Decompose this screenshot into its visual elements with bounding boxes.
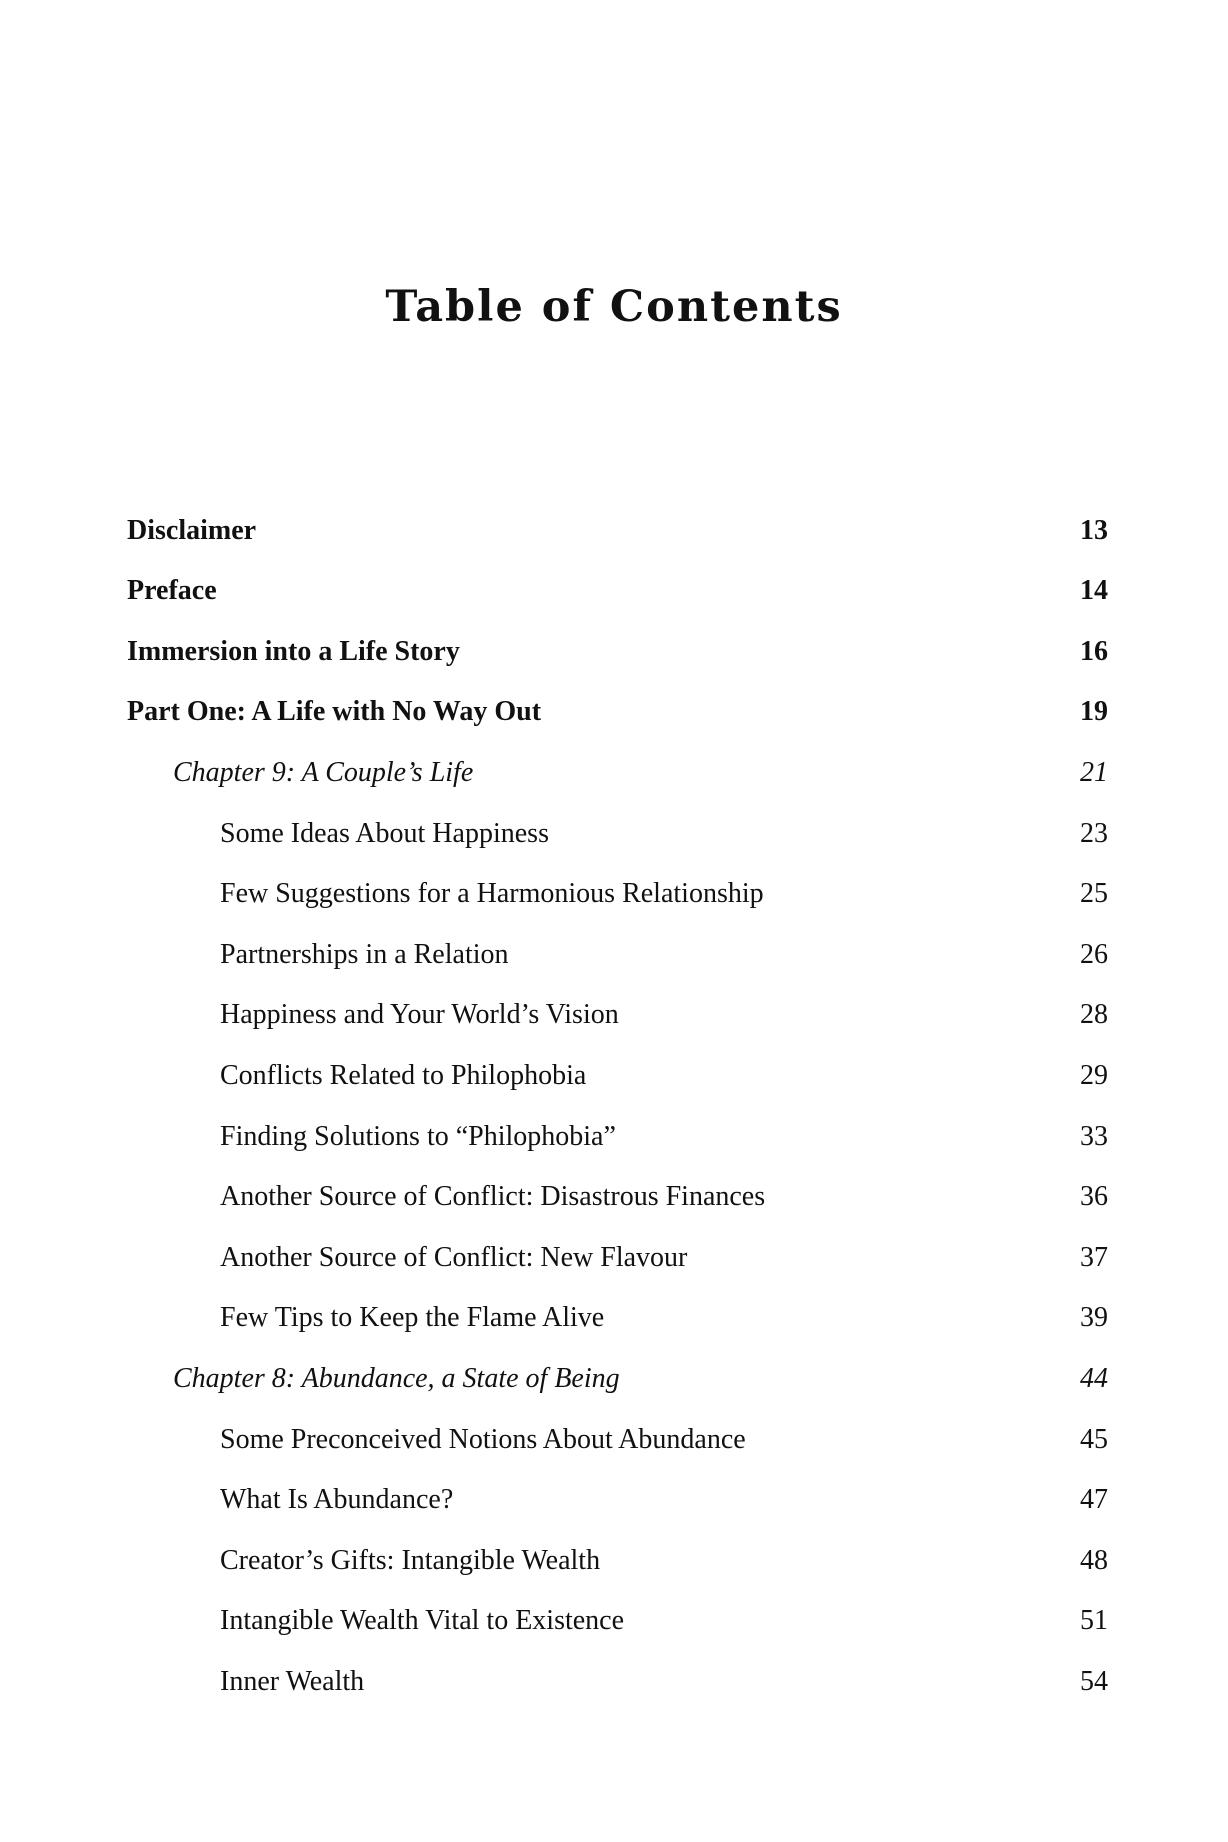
- toc-entry[interactable]: [0, 812, 1228, 856]
- toc-entry-page: 14: [1080, 575, 1108, 606]
- toc-entry-page: 37: [1080, 1242, 1108, 1273]
- toc-entry[interactable]: [0, 1660, 1228, 1704]
- toc-entry-label: Conflicts Related to Philophobia: [220, 1060, 587, 1091]
- toc-entry[interactable]: [0, 509, 1228, 553]
- toc-entry-label: Part One: A Life with No Way Out: [127, 696, 542, 727]
- toc-entry[interactable]: [0, 630, 1228, 674]
- toc-entry-label: Chapter 9: A Couple’s Life: [173, 757, 474, 788]
- toc-entry-label: Immersion into a Life Story: [127, 636, 460, 667]
- toc-entry-page: 19: [1080, 696, 1108, 727]
- toc-entry-label: Happiness and Your World’s Vision: [220, 999, 619, 1030]
- toc-entry-label: Another Source of Conflict: Disastrous Finances: [220, 1181, 766, 1212]
- toc-entry-page: 47: [1080, 1484, 1108, 1515]
- toc-entry[interactable]: [0, 1357, 1228, 1401]
- toc-entry[interactable]: [0, 1539, 1228, 1583]
- toc-entry-label: Some Ideas About Happiness: [220, 818, 549, 849]
- toc-entry-label: Preface: [127, 575, 217, 606]
- toc-entry-label: Finding Solutions to “Philophobia”: [220, 1121, 616, 1152]
- toc-entry-page: 33: [1080, 1121, 1108, 1152]
- toc-entry[interactable]: [0, 1115, 1228, 1159]
- toc-entry-page: 16: [1080, 636, 1108, 667]
- toc-entry[interactable]: [0, 1054, 1228, 1098]
- toc-entry[interactable]: [0, 751, 1228, 795]
- toc-entry-page: 54: [1080, 1666, 1108, 1697]
- toc-entry[interactable]: [0, 569, 1228, 613]
- toc-entry-label: Few Suggestions for a Harmonious Relationship: [220, 878, 764, 909]
- toc-entry-page: 36: [1080, 1181, 1108, 1212]
- toc-entry-page: 28: [1080, 999, 1108, 1030]
- toc-entry[interactable]: [0, 1599, 1228, 1643]
- toc-entry-label: Partnerships in a Relation: [220, 939, 509, 970]
- page-title-text: Table of Contents: [385, 282, 843, 332]
- toc-entry[interactable]: [0, 933, 1228, 977]
- toc-entry-label: What Is Abundance?: [220, 1484, 454, 1515]
- toc-entry-label: Disclaimer: [127, 515, 257, 546]
- toc-entry-label: Chapter 8: Abundance, a State of Being: [173, 1363, 620, 1394]
- toc-entry-label: Few Tips to Keep the Flame Alive: [220, 1302, 605, 1333]
- toc-entry-page: 29: [1080, 1060, 1108, 1091]
- toc-entry-page: 39: [1080, 1302, 1108, 1333]
- toc-entry-page: 48: [1080, 1545, 1108, 1576]
- toc-entry-page: 25: [1080, 878, 1108, 909]
- toc-entry[interactable]: [0, 1296, 1228, 1340]
- toc-entry[interactable]: [0, 993, 1228, 1037]
- toc-entry-label: Inner Wealth: [220, 1666, 365, 1697]
- toc-entry-page: 51: [1080, 1605, 1108, 1636]
- toc-entry-page: 13: [1080, 515, 1108, 546]
- toc-entry[interactable]: [0, 690, 1228, 734]
- toc-entry-label: Creator’s Gifts: Intangible Wealth: [220, 1545, 601, 1576]
- toc-entry-label: Another Source of Conflict: New Flavour: [220, 1242, 688, 1273]
- toc-entry[interactable]: [0, 1478, 1228, 1522]
- toc-entry-page: 23: [1080, 818, 1108, 849]
- toc-entry-page: 45: [1080, 1424, 1108, 1455]
- toc-entry[interactable]: [0, 872, 1228, 916]
- toc-entry-page: 26: [1080, 939, 1108, 970]
- toc-entry-page: 44: [1080, 1363, 1108, 1394]
- toc-entry-label: Some Preconceived Notions About Abundance: [220, 1424, 746, 1455]
- toc-entry[interactable]: [0, 1236, 1228, 1280]
- toc-entry-label: Intangible Wealth Vital to Existence: [220, 1605, 625, 1636]
- toc-entry-page: 21: [1080, 757, 1108, 788]
- toc-entry[interactable]: [0, 1175, 1228, 1219]
- toc-entry[interactable]: [0, 1418, 1228, 1462]
